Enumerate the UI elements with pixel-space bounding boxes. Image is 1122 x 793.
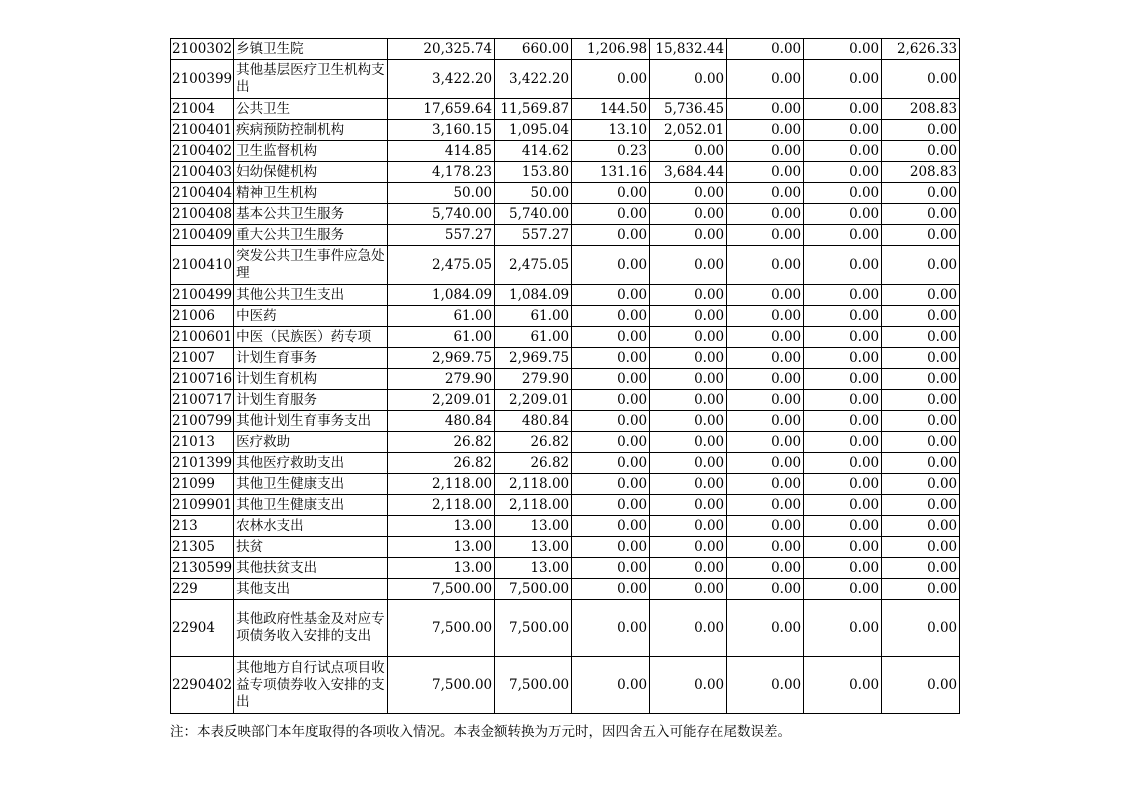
row-value: 0.00 — [650, 183, 727, 204]
row-value: 0.00 — [650, 411, 727, 432]
row-value: 0.00 — [727, 285, 804, 306]
table-row — [171, 327, 960, 348]
table-row — [171, 390, 960, 411]
row-value: 50.00 — [388, 183, 495, 204]
row-name: 计划生育机构 — [234, 369, 388, 390]
row-value: 144.50 — [572, 99, 650, 120]
row-code: 2100409 — [171, 225, 234, 246]
row-value: 0.00 — [572, 348, 650, 369]
row-code: 2109901 — [171, 495, 234, 516]
row-name: 农林水支出 — [234, 516, 388, 537]
row-name: 扶贫 — [234, 537, 388, 558]
row-value: 279.90 — [388, 369, 495, 390]
row-value: 0.00 — [727, 306, 804, 327]
table-row — [171, 600, 960, 657]
row-value: 0.00 — [650, 657, 727, 714]
row-value: 0.00 — [804, 432, 882, 453]
row-code: 22904 — [171, 600, 234, 657]
table-row — [171, 225, 960, 246]
table-row — [171, 246, 960, 285]
row-value: 0.00 — [804, 39, 882, 60]
row-value: 0.00 — [572, 537, 650, 558]
row-value: 0.00 — [572, 453, 650, 474]
row-value: 0.00 — [804, 225, 882, 246]
row-value: 0.00 — [804, 120, 882, 141]
row-value: 5,740.00 — [388, 204, 495, 225]
row-value: 0.00 — [572, 432, 650, 453]
row-code: 2100408 — [171, 204, 234, 225]
row-value: 5,740.00 — [495, 204, 572, 225]
row-value: 0.00 — [650, 453, 727, 474]
row-name: 疾病预防控制机构 — [234, 120, 388, 141]
row-value: 0.00 — [804, 99, 882, 120]
row-value: 0.00 — [804, 411, 882, 432]
row-value: 0.00 — [572, 204, 650, 225]
row-name: 其他基层医疗卫生机构支出 — [234, 60, 388, 99]
row-code: 21006 — [171, 306, 234, 327]
row-value: 0.00 — [882, 657, 960, 714]
row-code: 2100410 — [171, 246, 234, 285]
row-value: 0.00 — [804, 600, 882, 657]
row-value: 557.27 — [495, 225, 572, 246]
row-code: 2100716 — [171, 369, 234, 390]
row-value: 2,209.01 — [388, 390, 495, 411]
row-value: 131.16 — [572, 162, 650, 183]
row-name: 其他支出 — [234, 579, 388, 600]
row-value: 13.00 — [388, 537, 495, 558]
row-value: 0.00 — [882, 432, 960, 453]
row-value: 2,969.75 — [388, 348, 495, 369]
row-value: 0.00 — [650, 225, 727, 246]
row-value: 0.00 — [650, 474, 727, 495]
row-name: 其他卫生健康支出 — [234, 495, 388, 516]
table-row — [171, 285, 960, 306]
table-row — [171, 558, 960, 579]
row-value: 0.00 — [727, 579, 804, 600]
row-code: 2100302 — [171, 39, 234, 60]
row-value: 13.00 — [495, 537, 572, 558]
row-value: 0.00 — [882, 60, 960, 99]
row-name: 乡镇卫生院 — [234, 39, 388, 60]
row-value: 480.84 — [388, 411, 495, 432]
row-value: 0.00 — [650, 306, 727, 327]
row-value: 0.00 — [727, 411, 804, 432]
row-value: 0.00 — [804, 162, 882, 183]
row-value: 0.00 — [650, 600, 727, 657]
row-code: 21305 — [171, 537, 234, 558]
row-value: 0.00 — [727, 474, 804, 495]
row-name: 精神卫生机构 — [234, 183, 388, 204]
row-code: 2100401 — [171, 120, 234, 141]
row-code: 2290402 — [171, 657, 234, 714]
row-value: 0.00 — [804, 579, 882, 600]
row-value: 279.90 — [495, 369, 572, 390]
table-body — [171, 39, 960, 714]
row-value: 0.00 — [727, 537, 804, 558]
row-name: 基本公共卫生服务 — [234, 204, 388, 225]
row-value: 208.83 — [882, 162, 960, 183]
row-value: 3,422.20 — [388, 60, 495, 99]
row-value: 2,475.05 — [495, 246, 572, 285]
row-value: 5,736.45 — [650, 99, 727, 120]
row-value: 0.00 — [572, 390, 650, 411]
table-row — [171, 183, 960, 204]
row-value: 3,422.20 — [495, 60, 572, 99]
row-code: 2100799 — [171, 411, 234, 432]
row-value: 0.00 — [804, 246, 882, 285]
table-row — [171, 516, 960, 537]
row-value: 13.00 — [495, 558, 572, 579]
table-row — [171, 579, 960, 600]
row-value: 0.00 — [650, 516, 727, 537]
row-value: 2,118.00 — [388, 474, 495, 495]
row-value: 0.00 — [572, 60, 650, 99]
row-value: 0.00 — [650, 495, 727, 516]
row-value: 13.10 — [572, 120, 650, 141]
row-value: 0.00 — [804, 474, 882, 495]
row-value: 15,832.44 — [650, 39, 727, 60]
row-name: 其他卫生健康支出 — [234, 474, 388, 495]
row-value: 1,084.09 — [495, 285, 572, 306]
row-value: 0.00 — [572, 516, 650, 537]
row-name: 计划生育服务 — [234, 390, 388, 411]
table-row — [171, 495, 960, 516]
row-value: 0.00 — [804, 390, 882, 411]
row-value: 0.00 — [650, 579, 727, 600]
row-value: 0.00 — [572, 225, 650, 246]
row-value: 61.00 — [495, 327, 572, 348]
row-value: 0.00 — [882, 474, 960, 495]
row-value: 0.00 — [650, 204, 727, 225]
row-value: 0.00 — [727, 141, 804, 162]
row-value: 557.27 — [388, 225, 495, 246]
row-name: 公共卫生 — [234, 99, 388, 120]
row-name: 中医（民族医）药专项 — [234, 327, 388, 348]
row-value: 0.00 — [882, 369, 960, 390]
row-value: 153.80 — [495, 162, 572, 183]
row-name: 其他扶贫支出 — [234, 558, 388, 579]
row-value: 0.00 — [650, 369, 727, 390]
row-value: 0.00 — [572, 246, 650, 285]
row-value: 0.00 — [572, 183, 650, 204]
row-value: 0.00 — [650, 141, 727, 162]
row-name: 医疗救助 — [234, 432, 388, 453]
table-row — [171, 432, 960, 453]
row-value: 26.82 — [495, 432, 572, 453]
row-value: 61.00 — [388, 306, 495, 327]
table-row — [171, 39, 960, 60]
table-row — [171, 657, 960, 714]
row-value: 0.00 — [804, 348, 882, 369]
row-value: 0.00 — [572, 327, 650, 348]
table-note: 注：本表反映部门本年度取得的各项收入情况。本表金额转换为万元时，因四舍五入可能存在尾数误差。 — [170, 724, 791, 740]
row-value: 61.00 — [495, 306, 572, 327]
row-value: 0.00 — [804, 306, 882, 327]
table-row — [171, 120, 960, 141]
row-code: 2100399 — [171, 60, 234, 99]
row-value: 480.84 — [495, 411, 572, 432]
row-name: 其他公共卫生支出 — [234, 285, 388, 306]
row-value: 0.00 — [804, 60, 882, 99]
row-value: 0.00 — [882, 600, 960, 657]
row-name: 其他医疗救助支出 — [234, 453, 388, 474]
row-value: 0.00 — [650, 558, 727, 579]
row-name: 计划生育事务 — [234, 348, 388, 369]
row-value: 0.00 — [650, 60, 727, 99]
table-row — [171, 99, 960, 120]
row-value: 0.00 — [882, 225, 960, 246]
row-name: 其他计划生育事务支出 — [234, 411, 388, 432]
table-row — [171, 411, 960, 432]
row-name: 其他政府性基金及对应专项债务收入安排的支出 — [234, 600, 388, 657]
row-value: 0.00 — [727, 369, 804, 390]
row-value: 0.00 — [650, 432, 727, 453]
row-value: 0.00 — [727, 183, 804, 204]
row-value: 0.00 — [804, 327, 882, 348]
row-value: 0.00 — [727, 204, 804, 225]
table-row — [171, 537, 960, 558]
row-value: 0.00 — [804, 369, 882, 390]
row-value: 7,500.00 — [495, 657, 572, 714]
table-row — [171, 162, 960, 183]
row-value: 0.00 — [882, 120, 960, 141]
row-value: 0.00 — [882, 495, 960, 516]
row-value: 0.00 — [572, 495, 650, 516]
row-value: 0.00 — [804, 453, 882, 474]
row-value: 26.82 — [388, 432, 495, 453]
row-value: 7,500.00 — [388, 657, 495, 714]
row-value: 0.00 — [650, 348, 727, 369]
row-value: 0.00 — [572, 369, 650, 390]
row-value: 0.00 — [727, 657, 804, 714]
row-value: 1,084.09 — [388, 285, 495, 306]
row-value: 0.00 — [804, 558, 882, 579]
table-row — [171, 453, 960, 474]
row-value: 4,178.23 — [388, 162, 495, 183]
row-code: 21004 — [171, 99, 234, 120]
row-value: 0.00 — [650, 537, 727, 558]
row-value: 0.00 — [804, 183, 882, 204]
row-value: 3,160.15 — [388, 120, 495, 141]
row-code: 2100402 — [171, 141, 234, 162]
row-code: 2130599 — [171, 558, 234, 579]
row-value: 414.85 — [388, 141, 495, 162]
row-value: 0.00 — [572, 306, 650, 327]
row-value: 0.00 — [804, 537, 882, 558]
row-value: 0.00 — [804, 495, 882, 516]
table-row — [171, 369, 960, 390]
row-value: 208.83 — [882, 99, 960, 120]
row-name: 突发公共卫生事件应急处理 — [234, 246, 388, 285]
row-value: 0.00 — [882, 327, 960, 348]
row-value: 3,684.44 — [650, 162, 727, 183]
row-value: 0.00 — [804, 204, 882, 225]
table-row — [171, 348, 960, 369]
row-value: 2,118.00 — [495, 474, 572, 495]
row-value: 61.00 — [388, 327, 495, 348]
row-value: 2,118.00 — [495, 495, 572, 516]
row-value: 0.00 — [572, 657, 650, 714]
row-code: 213 — [171, 516, 234, 537]
row-code: 2100499 — [171, 285, 234, 306]
row-value: 2,626.33 — [882, 39, 960, 60]
row-value: 0.00 — [572, 579, 650, 600]
row-value: 0.00 — [727, 120, 804, 141]
row-value: 414.62 — [495, 141, 572, 162]
row-code: 229 — [171, 579, 234, 600]
row-value: 0.00 — [727, 99, 804, 120]
row-value: 11,569.87 — [495, 99, 572, 120]
row-value: 0.00 — [727, 432, 804, 453]
row-code: 2100403 — [171, 162, 234, 183]
row-value: 0.00 — [882, 411, 960, 432]
row-value: 2,969.75 — [495, 348, 572, 369]
table-row — [171, 141, 960, 162]
row-code: 2100404 — [171, 183, 234, 204]
row-code: 21013 — [171, 432, 234, 453]
row-value: 0.00 — [882, 348, 960, 369]
row-value: 50.00 — [495, 183, 572, 204]
row-value: 0.00 — [882, 579, 960, 600]
row-value: 0.00 — [650, 390, 727, 411]
row-value: 7,500.00 — [495, 579, 572, 600]
row-name: 妇幼保健机构 — [234, 162, 388, 183]
row-value: 0.00 — [727, 162, 804, 183]
income-table — [170, 38, 960, 714]
row-value: 26.82 — [495, 453, 572, 474]
row-value: 0.00 — [650, 285, 727, 306]
row-name: 中医药 — [234, 306, 388, 327]
row-value: 0.00 — [804, 141, 882, 162]
row-value: 2,209.01 — [495, 390, 572, 411]
row-value: 0.00 — [572, 285, 650, 306]
row-value: 0.00 — [572, 411, 650, 432]
row-value: 0.00 — [727, 495, 804, 516]
row-value: 0.00 — [727, 348, 804, 369]
row-value: 660.00 — [495, 39, 572, 60]
row-value: 0.00 — [882, 537, 960, 558]
row-value: 0.00 — [572, 474, 650, 495]
table-row — [171, 474, 960, 495]
row-value: 7,500.00 — [495, 600, 572, 657]
row-value: 0.00 — [804, 657, 882, 714]
row-value: 0.00 — [882, 204, 960, 225]
row-value: 0.00 — [727, 600, 804, 657]
row-value: 0.00 — [727, 453, 804, 474]
row-value: 0.00 — [572, 600, 650, 657]
row-value: 20,325.74 — [388, 39, 495, 60]
row-value: 0.00 — [650, 327, 727, 348]
row-value: 2,052.01 — [650, 120, 727, 141]
row-value: 0.00 — [650, 246, 727, 285]
row-value: 7,500.00 — [388, 579, 495, 600]
row-value: 0.00 — [882, 390, 960, 411]
table-row — [171, 204, 960, 225]
row-value: 0.00 — [882, 516, 960, 537]
row-code: 21007 — [171, 348, 234, 369]
row-value: 0.00 — [727, 246, 804, 285]
row-value: 0.00 — [882, 285, 960, 306]
row-value: 26.82 — [388, 453, 495, 474]
row-value: 17,659.64 — [388, 99, 495, 120]
row-value: 0.00 — [882, 453, 960, 474]
row-code: 2100601 — [171, 327, 234, 348]
row-value: 0.00 — [727, 516, 804, 537]
row-value: 0.00 — [572, 558, 650, 579]
row-value: 0.00 — [882, 558, 960, 579]
row-value: 0.00 — [804, 516, 882, 537]
row-value: 2,475.05 — [388, 246, 495, 285]
row-code: 2101399 — [171, 453, 234, 474]
row-value: 0.00 — [882, 141, 960, 162]
row-value: 0.00 — [727, 327, 804, 348]
row-value: 0.00 — [882, 183, 960, 204]
row-value: 0.00 — [727, 558, 804, 579]
row-value: 7,500.00 — [388, 600, 495, 657]
row-value: 13.00 — [388, 558, 495, 579]
row-value: 1,206.98 — [572, 39, 650, 60]
row-value: 0.23 — [572, 141, 650, 162]
row-code: 21099 — [171, 474, 234, 495]
row-value: 1,095.04 — [495, 120, 572, 141]
row-value: 0.00 — [727, 390, 804, 411]
row-value: 2,118.00 — [388, 495, 495, 516]
row-name: 卫生监督机构 — [234, 141, 388, 162]
row-value: 0.00 — [882, 246, 960, 285]
row-value: 13.00 — [388, 516, 495, 537]
row-name: 其他地方自行试点项目收益专项债券收入安排的支出 — [234, 657, 388, 714]
row-name: 重大公共卫生服务 — [234, 225, 388, 246]
row-value: 0.00 — [727, 60, 804, 99]
row-value: 0.00 — [804, 285, 882, 306]
row-code: 2100717 — [171, 390, 234, 411]
row-value: 0.00 — [882, 306, 960, 327]
row-value: 13.00 — [495, 516, 572, 537]
row-value: 0.00 — [727, 39, 804, 60]
table-row — [171, 306, 960, 327]
table-row — [171, 60, 960, 99]
row-value: 0.00 — [727, 225, 804, 246]
